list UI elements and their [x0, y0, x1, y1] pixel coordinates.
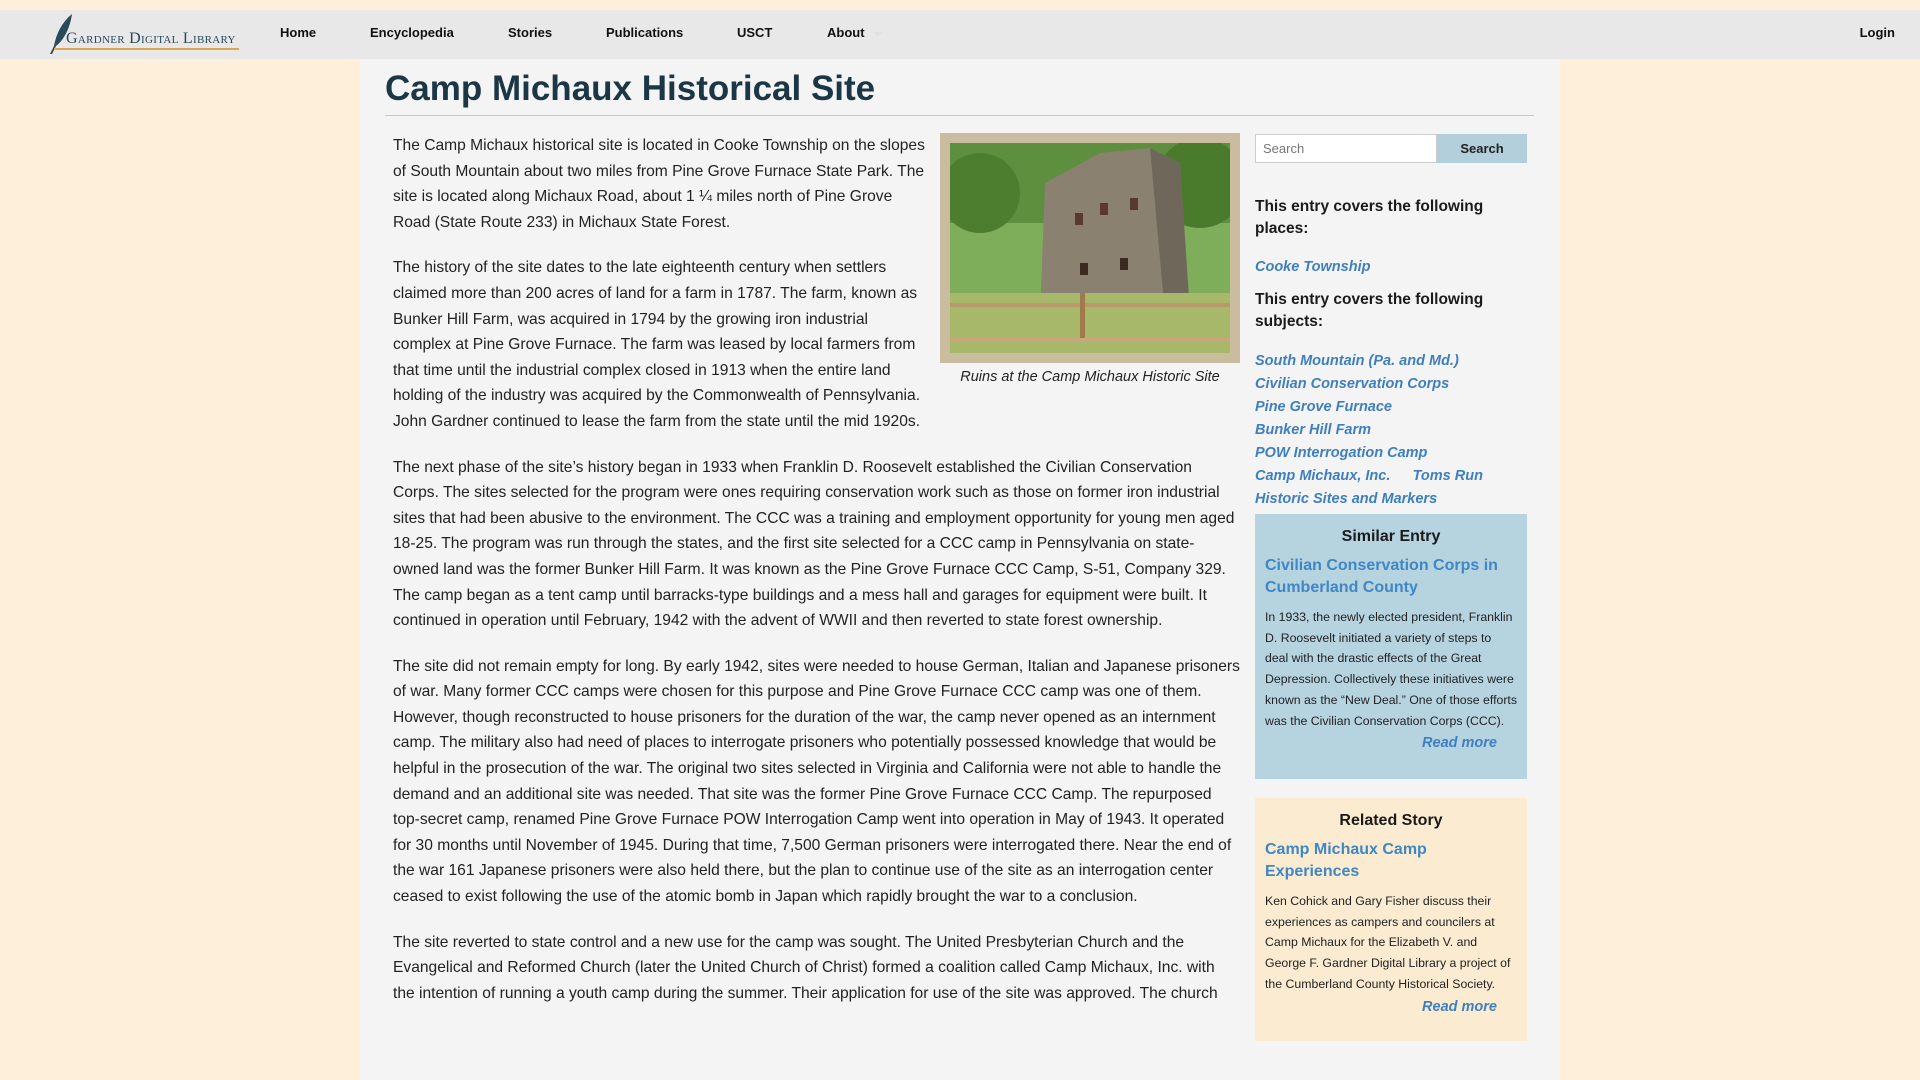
site-logo[interactable] — [38, 10, 242, 59]
sidebar — [1255, 134, 1527, 1041]
search-input[interactable] — [1255, 134, 1437, 163]
subject-link[interactable]: Pine Grove Furnace — [1255, 399, 1392, 415]
page-title: Camp Michaux Historical Site — [385, 69, 876, 108]
nav-usct[interactable]: USCT — [737, 25, 773, 40]
logo-underline — [54, 48, 239, 50]
places-heading: This entry covers the following places: — [1255, 198, 1484, 237]
top-strip — [0, 0, 1920, 10]
ruins-photo[interactable] — [940, 133, 1240, 363]
paragraph: The Camp Michaux historical site is located in Cooke Township on the slopes of South Mountain about two miles from Pine Grove Furnace State Park. The site is located along Michaux Road, about 1 ¼ miles north of Pine Grove Road (State Route 233) in Michaux State Forest. — [393, 137, 925, 231]
title-divider — [385, 115, 1534, 116]
similar-entry-title[interactable]: Civilian Conservation Corps in Cumberland County — [1265, 557, 1498, 596]
similar-entry-heading: Similar Entry — [1341, 528, 1441, 545]
paragraph: The site did not remain empty for long. By early 1942, sites were needed to house German, Italian and Japanese prisoners of war. Many former CCC camps were chosen for this purpose and Pine Grove Furnace CCC camp was one of them. However, though reconstructed to house prisoners for the duration of the war, the camp never opened as an internment camp. The military also had need of places to interrogate prisoners who potentially possessed knowledge that would be helpful in the prosecution of the war. The original two sites selected in Virginia and California were not able to handle the demand and an additional site was needed. That site was the former Pine Grove Furnace CCC Camp. The repurposed top-secret camp, renamed Pine Grove Furnace POW Interrogation Camp went into operation in May of 1943. It operated for 30 months until November of 1945. During that time, 7,500 German prisoners were interrogated there. Near the end of the war 161 Japanese prisoners were also held there, but the plan to continue use of the site as an interrogation center ceased to exist following the use of the atomic bomb in Japan which rapidly brought the war to a conclusion. — [393, 657, 1240, 906]
subject-link[interactable]: Camp Michaux, Inc. — [1255, 468, 1391, 484]
subject-link[interactable]: Toms Run — [1412, 468, 1483, 484]
subjects-list — [1255, 350, 1527, 511]
top-nav — [0, 10, 1920, 59]
place-link-cooke-township[interactable]: Cooke Township — [1255, 259, 1371, 275]
related-story-title[interactable]: Camp Michaux Camp Experiences — [1265, 841, 1427, 880]
paragraph: The site reverted to state control and a new use for the camp was sought. The United Presbyterian Church and the Evangelical and Reformed Church (later the United Church of Christ) formed a coalition called Camp Michaux, Inc. with the intention of running a youth camp during the summer. Their application for use of the site was approved. The church — [393, 933, 1218, 1002]
logo-text: Gardner Digital Library — [66, 30, 236, 47]
similar-entry-box — [1255, 514, 1527, 779]
subjects-heading: This entry covers the following subjects: — [1255, 291, 1484, 330]
related-story-desc: Ken Cohick and Gary Fisher discuss their experiences as campers and councilers at Camp Michaux for the Elizabeth V. and George F. Gardner Digital Library a project of the Cumberland County Historical Society. — [1265, 894, 1511, 991]
chevron-down-icon[interactable] — [874, 32, 882, 37]
similar-read-more[interactable]: Read more — [1422, 735, 1497, 752]
search-form — [1255, 134, 1527, 163]
nav-publications[interactable]: Publications — [606, 25, 684, 40]
paragraph: The history of the site dates to the late eighteenth century when settlers claimed more than 200 acres of land for a farm in 1787. The farm, known as Bunker Hill Farm, was acquired in 1794 by the growing iron industrial complex at Pine Grove Furnace. The farm was leased by local farmers from that time until the industrial complex closed in 1913 when the entire land holding of the industry was acquired by the Commonwealth of Pennsylvania. John Gardner continued to lease the farm from the state until the mid 1920s. — [393, 259, 921, 430]
nav-stories[interactable]: Stories — [508, 25, 553, 40]
article-body — [393, 133, 1240, 1026]
subject-link[interactable]: POW Interrogation Camp — [1255, 445, 1428, 461]
nav-encyclopedia[interactable]: Encyclopedia — [370, 25, 454, 40]
nav-about[interactable]: About — [827, 25, 865, 40]
article-figure — [940, 133, 1240, 389]
login-link[interactable]: Login — [1859, 25, 1895, 40]
related-story-box — [1255, 798, 1527, 1041]
similar-entry-desc: In 1933, the newly elected president, Franklin D. Roosevelt initiated a variety of steps to deal with the drastic effects of the Great Depression. Collectively these initiatives were known as the “New Deal.” One of those efforts was the Civilian Conservation Corps (CCC). — [1265, 610, 1517, 728]
search-button[interactable]: Search — [1437, 134, 1527, 163]
related-read-more[interactable]: Read more — [1422, 998, 1497, 1015]
subject-link[interactable]: Civilian Conservation Corps — [1255, 376, 1450, 392]
subject-link[interactable]: Historic Sites and Markers — [1255, 491, 1438, 507]
paragraph: The next phase of the site’s history began in 1933 when Franklin D. Roosevelt established the Civilian Conservation Corps. The sites selected for the program were ones requiring conservation work such as those on former iron industrial sites that had been abusive to the environment. The CCC was a training and employment opportunity for young men aged 18-25. The program was run through the states, and the first site selected for a CCC camp in Pennsylvania on state-owned land was the former Bunker Hill Farm. It was known as the Pine Grove Furnace CCC Camp, S-51, Company 329. The camp began as a tent camp until barracks-type buildings and a mess hall and garages for equipment were built. It continued in operation until February, 1942 with the advent of WWII and then reverted to state forest ownership. — [393, 458, 1235, 630]
related-story-heading: Related Story — [1339, 812, 1443, 829]
content-container — [360, 59, 1560, 1080]
subject-link[interactable]: Bunker Hill Farm — [1255, 422, 1372, 438]
nav-home[interactable]: Home — [280, 25, 317, 40]
subject-link[interactable]: South Mountain (Pa. and Md.) — [1255, 353, 1459, 369]
figure-caption: Ruins at the Camp Michaux Historic Site — [960, 369, 1220, 385]
